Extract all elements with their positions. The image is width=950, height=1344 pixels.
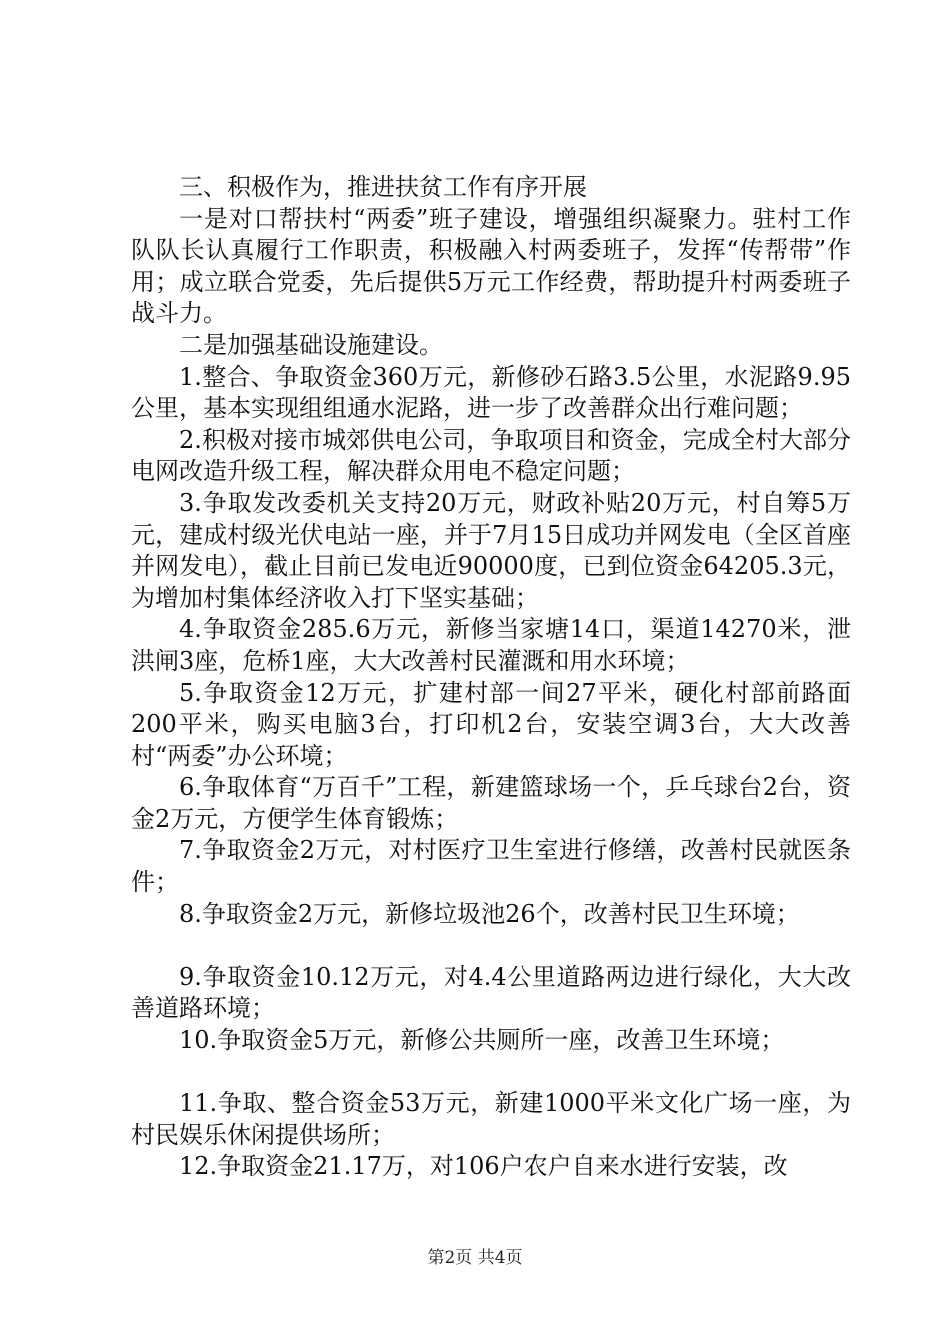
list-item: 3.争取发改委机关支持20万元，财政补贴20万元，村自筹5万元，建成村级光伏电站一座，并于7月15日成功并网发电（全区首座并网发电），截止目前已发电近90000度，已到位资金64205.3元，为增加村集体经济收入打下坚实基础； xyxy=(131,488,851,612)
list-item: 10.争取资金5万元，新修公共厕所一座，改善卫生环境； xyxy=(179,1026,785,1055)
list-item: 12.争取资金21.17万，对106户农户自来水进行安装，改 xyxy=(179,1152,788,1181)
list-item: 1.整合、争取资金360万元，新修砂石路3.5公里，水泥路9.95公里，基本实现组组通水泥路，进一步了改善群众出行难问题； xyxy=(131,362,851,423)
list-item: 6.争取体育“万百千”工程，新建篮球场一个，乒乓球台2台，资金2万元，方便学生体育锻炼； xyxy=(131,773,851,833)
list-item: 7.争取资金2万元，对村医疗卫生室进行修缮，改善村民就医条件； xyxy=(131,836,851,897)
list-item: 4.争取资金285.6万元，新修当家塘14口，渠道14270米，泄洪闸3座，危桥1座，大大改善村民灌溉和用水环境； xyxy=(131,615,851,675)
paragraph: 一是对口帮扶村“两委”班子建设，增强组织凝聚力。驻村工作队队长认真履行工作职责，积极融入村两委班子，发挥“传帮带”作用；成立联合党委，先后提供5万元工作经费，帮助提升村两委班子战斗力。 xyxy=(131,204,851,328)
list-item: 5.争取资金12万元，扩建村部一间27平米，硬化村部前路面200平米，购买电脑3台，打印机2台，安装空调3台，大大改善村“两委”办公环境； xyxy=(131,678,851,770)
page-footer: 第2页 共4页 xyxy=(427,1248,523,1268)
section-heading: 三、积极作为，推进扶贫工作有序开展 xyxy=(179,173,587,201)
list-item: 2.积极对接市城郊供电公司，争取项目和资金，完成全村大部分电网改造升级工程，解决群众用电不稳定问题； xyxy=(131,425,851,486)
list-item: 11.争取、整合资金53万元，新建1000平米文化广场一座，为村民娱乐休闲提供场所； xyxy=(131,1089,851,1149)
document-body xyxy=(131,172,851,1183)
list-item: 8.争取资金2万元，新修垃圾池26个，改善村民卫生环境； xyxy=(179,899,800,928)
list-item: 9.争取资金10.12万元，对4.4公里道路两边进行绿化，大大改善道路环境； xyxy=(131,962,851,1023)
paragraph: 二是加强基础设施建设。 xyxy=(179,330,443,359)
